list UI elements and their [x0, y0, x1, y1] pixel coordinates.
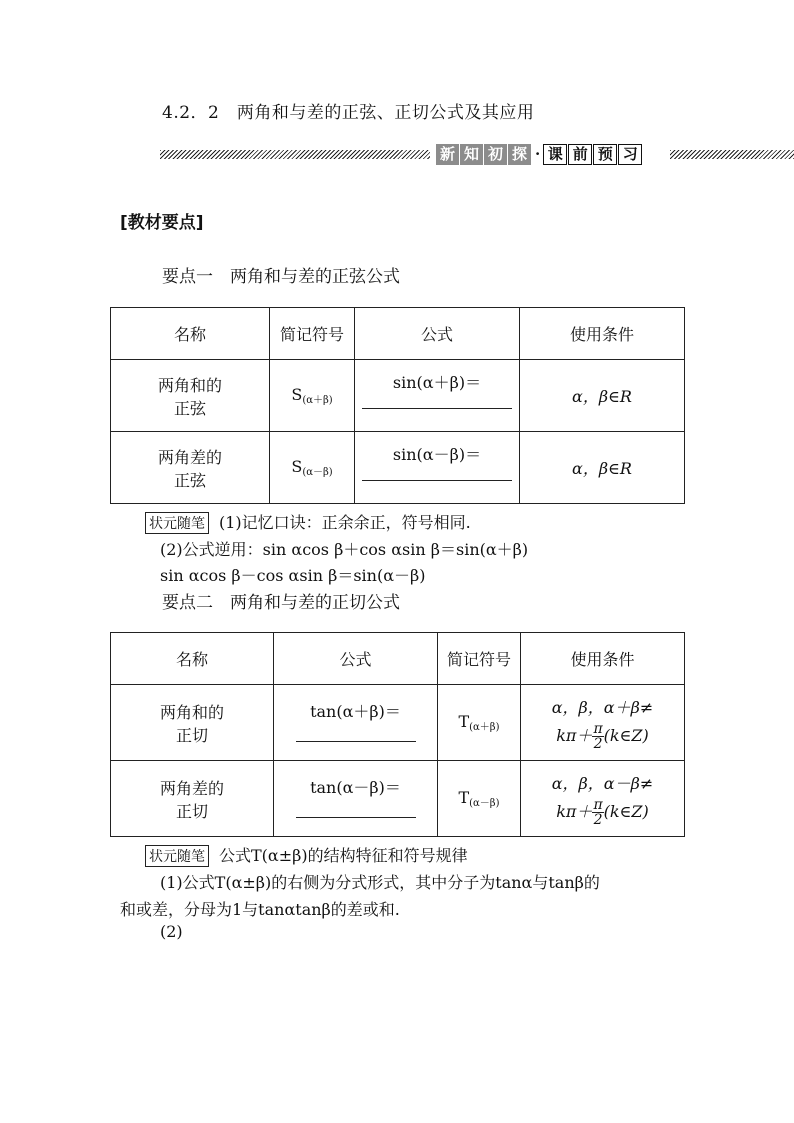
- row-formula: tan(α＋β)＝: [274, 685, 438, 761]
- note-tag: 状元随笔: [145, 845, 209, 867]
- table-header: 名称: [111, 308, 270, 360]
- row-name: 两角和的正弦: [111, 360, 270, 432]
- banner-tile: 预: [593, 144, 617, 165]
- table-header: 使用条件: [521, 633, 685, 685]
- note1-line1: 状元随笔 (1)记忆口诀：正余余正，符号相同.: [145, 510, 471, 534]
- row-formula: tan(α－β)＝: [274, 761, 438, 837]
- banner-tile: 习: [618, 144, 642, 165]
- table-row: [111, 432, 685, 504]
- table-header: 简记符号: [270, 308, 355, 360]
- row-condition: α，β∈R: [520, 360, 685, 432]
- row-condition: α，β∈R: [520, 432, 685, 504]
- note-tag: 状元随笔: [145, 512, 209, 534]
- section-banner: [160, 142, 794, 168]
- row-formula: sin(α＋β)＝: [355, 360, 520, 432]
- tangent-formula-table: [110, 632, 685, 837]
- row-symbol: $T_{(\alpha+\beta)}$: [438, 685, 521, 761]
- banner-tile: 新: [436, 144, 459, 165]
- table-header: 公式: [274, 633, 438, 685]
- table-row: [111, 685, 685, 761]
- sine-formula-table: [110, 307, 685, 504]
- row-condition: α，β，α＋β≠ kπ＋ $\frac{\pi}{2}$ (k∈Z): [521, 685, 685, 761]
- table-row: [111, 360, 685, 432]
- note1-line3: sin αcos β－cos αsin β＝sin(α－β): [160, 566, 426, 585]
- row-symbol: $T_{(\alpha-\beta)}$: [438, 761, 521, 837]
- note2-line4: (2): [160, 922, 183, 941]
- banner-badge: [436, 143, 643, 165]
- banner-tile: 初: [484, 144, 507, 165]
- note1-line2: (2)公式逆用：sin αcos β＋cos αsin β＝sin(α＋β): [160, 540, 529, 559]
- row-symbol: $S_{(\alpha-\beta)}$: [270, 432, 355, 504]
- point1-heading: 要点一 两角和与差的正弦公式: [162, 267, 400, 287]
- banner-hatch-right: [670, 150, 794, 159]
- row-formula: sin(α－β)＝: [355, 432, 520, 504]
- banner-tile: 知: [460, 144, 483, 165]
- table-header: 名称: [111, 633, 274, 685]
- note2-line1: 状元随笔 公式T(α±β)的结构特征和符号规律: [145, 843, 468, 867]
- row-condition: α，β，α－β≠ kπ＋ $\frac{\pi}{2}$ (k∈Z): [521, 761, 685, 837]
- banner-separator: ·: [535, 145, 541, 163]
- banner-tile: 探: [508, 144, 531, 165]
- answer-blank[interactable]: [362, 479, 512, 481]
- answer-blank[interactable]: [296, 740, 416, 742]
- table-header: 使用条件: [520, 308, 685, 360]
- table-header: 公式: [355, 308, 520, 360]
- note2-line2: (1)公式T(α±β)的右侧为分式形式，其中分子为tanα与tanβ的: [160, 873, 600, 892]
- section-title: [教材要点]: [120, 213, 204, 233]
- row-name: 两角和的正切: [111, 685, 274, 761]
- row-name: 两角差的正弦: [111, 432, 270, 504]
- banner-tile: 课: [543, 144, 567, 165]
- answer-blank[interactable]: [362, 407, 512, 409]
- table-row: [111, 761, 685, 837]
- table-header: 简记符号: [438, 633, 521, 685]
- banner-hatch-left: [160, 150, 430, 159]
- answer-blank[interactable]: [296, 816, 416, 818]
- row-name: 两角差的正切: [111, 761, 274, 837]
- row-symbol: $S_{(\alpha+\beta)}$: [270, 360, 355, 432]
- page-title: 4.2．2 两角和与差的正弦、正切公式及其应用: [162, 103, 535, 123]
- banner-tile: 前: [568, 144, 592, 165]
- note2-line3: 和或差，分母为1与tanαtanβ的差或和.: [120, 900, 400, 919]
- point2-heading: 要点二 两角和与差的正切公式: [162, 593, 400, 613]
